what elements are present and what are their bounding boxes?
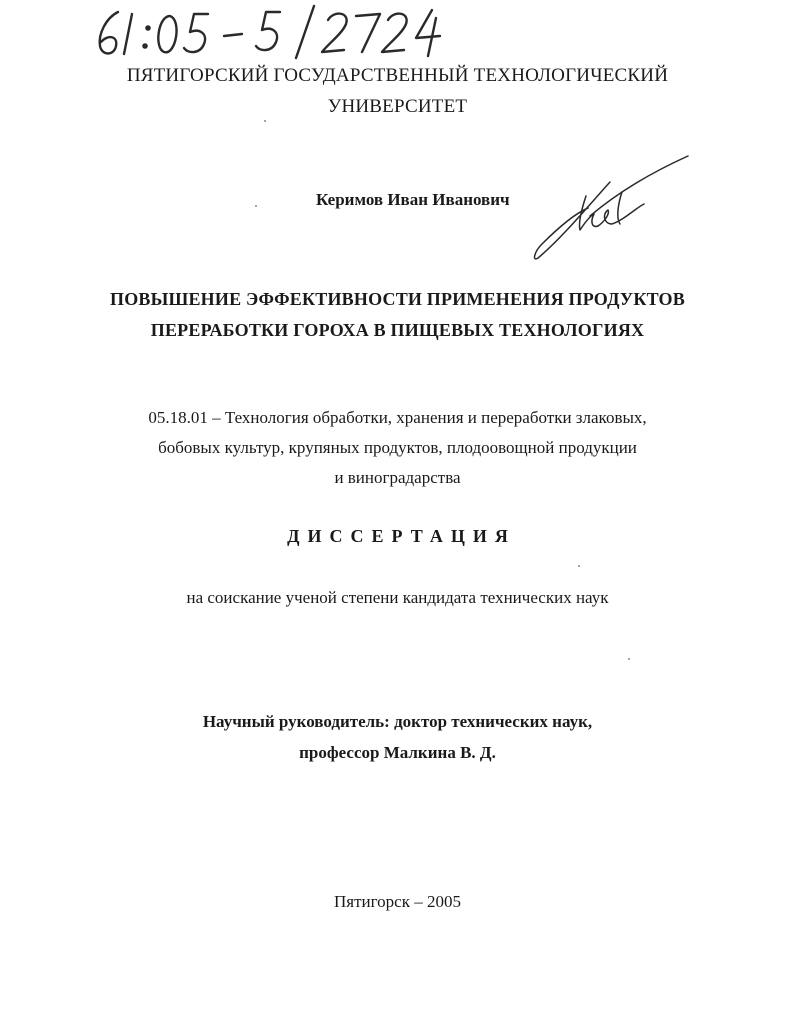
dissertation-title-line2: ПЕРЕРАБОТКИ ГОРОХА В ПИЩЕВЫХ ТЕХНОЛОГИЯХ bbox=[150, 320, 645, 340]
scan-speck bbox=[628, 658, 630, 660]
author-name: Керимов Иван Иванович bbox=[316, 190, 510, 209]
dissertation-title-line1: ПОВЫШЕНИЕ ЭФФЕКТИВНОСТИ ПРИМЕНЕНИЯ ПРОДУКТОВ bbox=[110, 289, 685, 309]
handwritten-shelfmark bbox=[88, 4, 468, 60]
advisor-line2: профессор Малкина В. Д. bbox=[299, 743, 496, 762]
specialty-line2: бобовых культур, крупяных продуктов, плодоовощной продукции bbox=[158, 438, 637, 457]
specialty-line1: 05.18.01 – Технология обработки, хранения и переработки злаковых, bbox=[148, 408, 647, 427]
scan-speck bbox=[264, 120, 266, 122]
document-type: ДИССЕРТАЦИЯ bbox=[287, 526, 516, 546]
university-name-line2: УНИВЕРСИТЕТ bbox=[327, 96, 468, 117]
university-name-line1: ПЯТИГОРСКИЙ ГОСУДАРСТВЕННЫЙ ТЕХНОЛОГИЧЕСКИЙ bbox=[126, 65, 669, 86]
scan-speck bbox=[578, 565, 580, 567]
degree-statement: на соискание ученой степени кандидата технических наук bbox=[186, 588, 609, 607]
scan-speck bbox=[255, 205, 257, 207]
advisor-line1: Научный руководитель: доктор технических наук, bbox=[202, 712, 593, 731]
specialty-line3: и виноградарства bbox=[334, 468, 461, 487]
place-and-year: Пятигорск – 2005 bbox=[334, 892, 461, 911]
author-signature bbox=[528, 152, 698, 264]
